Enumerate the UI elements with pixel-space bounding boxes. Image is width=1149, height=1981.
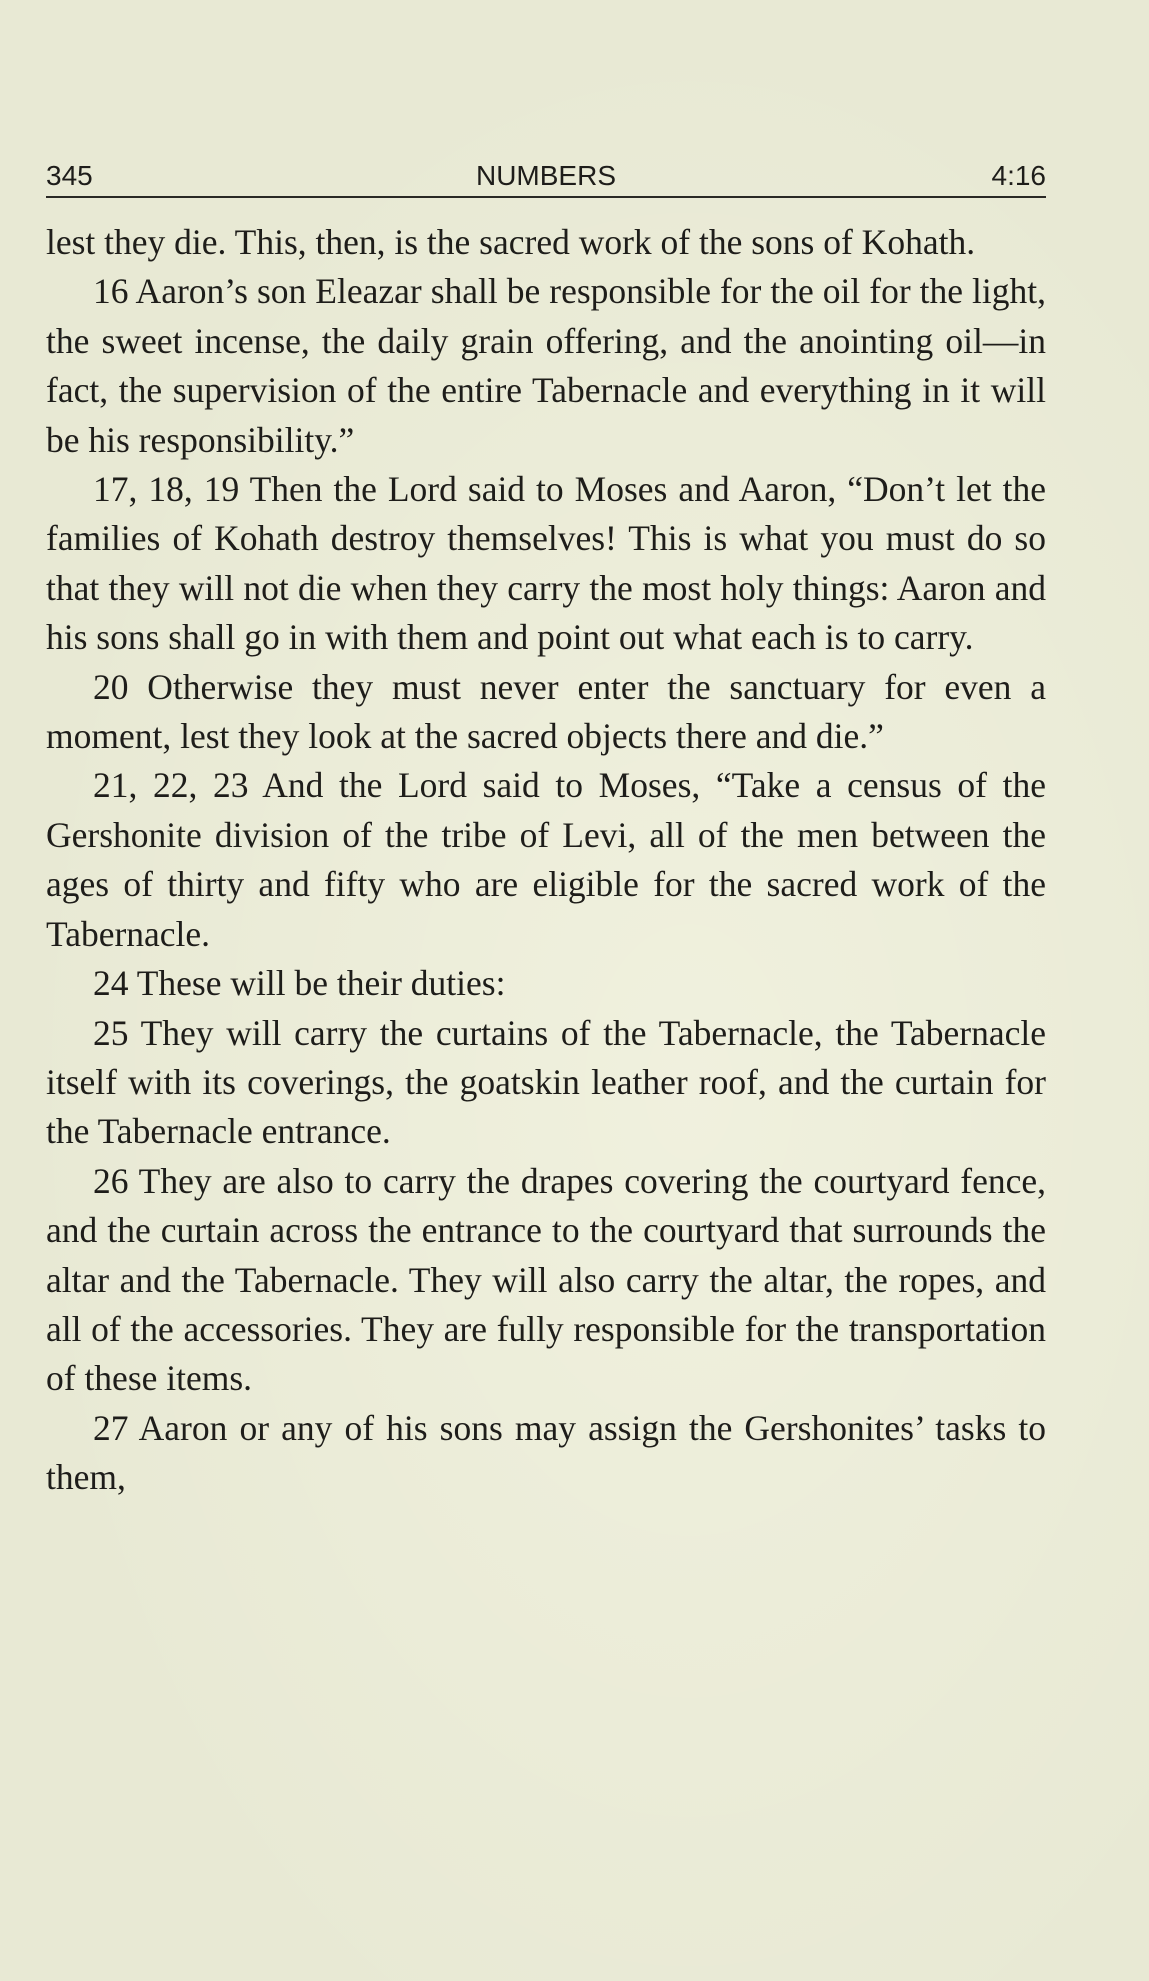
running-header	[46, 156, 1046, 198]
page-number: 345	[46, 160, 93, 191]
paragraph-verses-21-23: 21, 22, 23 And the Lord said to Moses, “Take a census of the Gershonite division of the tribe of Levi, all of the men between the ages of thirty and fifty who are eligible for the sacred work of the Tabernacle.	[46, 765, 1046, 954]
body-text	[46, 218, 1046, 1503]
paragraph-verse-16: 16 Aaron’s son Eleazar shall be responsible for the oil for the light, the sweet incense, the daily grain offering, and the anointing oil—in fact, the supervision of the entire Tabernacle and everything in it will be his responsibility.”	[46, 271, 1046, 460]
paragraph-verse-26: 26 They are also to carry the drapes covering the courtyard fence, and the curtain across the entrance to the courtyard that surrounds the altar and the Tabernacle. They will also carry the altar, the ropes, and all of the accessories. They are fully responsible for the transportation of these items.	[46, 1160, 1046, 1399]
paragraph-verse-27: 27 Aaron or any of his sons may assign the Gershonites’ tasks to them,	[46, 1407, 1046, 1498]
paragraph-continuation: lest they die. This, then, is the sacred work of the sons of Kohath.	[46, 222, 976, 262]
chapter-verse-reference: 4:16	[991, 160, 1046, 191]
book-title: NUMBERS	[475, 160, 616, 191]
paragraph-verse-24: 24 These will be their duties:	[93, 963, 506, 1004]
paragraph-verse-25: 25 They will carry the curtains of the Tabernacle, the Tabernacle itself with its coverings, the goatskin leather roof, and the curtain for the Tabernacle entrance.	[46, 1012, 1046, 1152]
paragraph-verses-17-19: 17, 18, 19 Then the Lord said to Moses and Aaron, “Don’t let the families of Kohath destroy themselves! This is what you must do so that they will not die when they carry the most holy things: Aaron and his sons shall go in with them and point out what each is to carry.	[46, 469, 1046, 658]
paragraph-verse-20: 20 Otherwise they must never enter the sanctuary for even a moment, lest they look at the sacred objects there and die.”	[46, 666, 1046, 757]
header-rule	[46, 196, 1046, 198]
